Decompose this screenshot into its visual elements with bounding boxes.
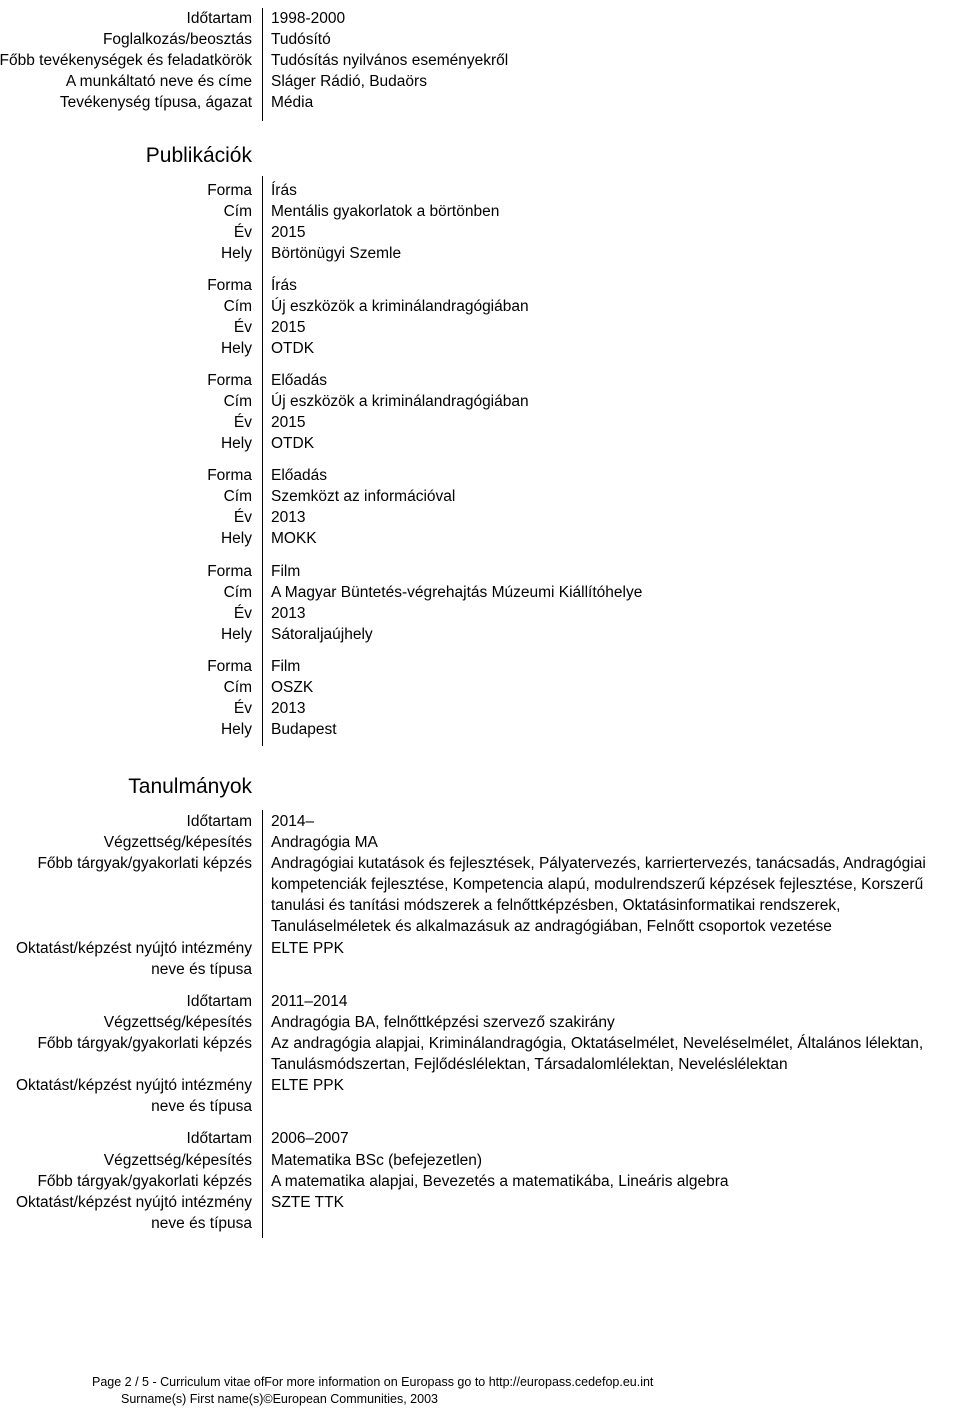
work-value: Tudósító — [271, 31, 331, 48]
cim-label: Cím — [223, 488, 252, 505]
ev-label: Év — [233, 509, 252, 526]
hely-value: Börtönügyi Szemle — [271, 245, 402, 262]
cim-label: Cím — [223, 298, 252, 315]
cim-value: A Magyar Büntetés-végrehajtás Múzeumi Kiállítóhelye — [271, 584, 643, 601]
work-value: Média — [271, 94, 314, 111]
forma-label: Forma — [207, 372, 252, 389]
targyak-label: Főbb tárgyak/gyakorlati képzés — [37, 1173, 252, 1190]
ev-value: 2015 — [271, 319, 306, 336]
hely-label: Hely — [220, 721, 252, 738]
ev-value: 2013 — [271, 700, 306, 717]
work-label: Tevékenység típusa, ágazat — [59, 94, 252, 111]
vegzettseg-label: Végzettség/képesítés — [103, 1014, 252, 1031]
vegzettseg-value: Andragógia BA, felnőttképzési szervező szakirány — [271, 1014, 615, 1031]
work-row-employer — [0, 71, 960, 92]
work-label: Főbb tevékenységek és feladatkörök — [0, 52, 252, 69]
forma-value: Film — [271, 658, 301, 675]
forma-label: Forma — [207, 277, 252, 294]
forma-label: Forma — [207, 467, 252, 484]
targyak-value: Az andragógia alapjai, Kriminálandragógia, Oktatáselmélet, Neveléselmélet, Általános lélektan, Tanulásmódszertan, Fejlődéslélektan, Társadalomlélektan, Neveléslélektan — [271, 1035, 924, 1073]
intezmeny-label-line2: neve és típusa — [151, 1215, 252, 1232]
hely-label: Hely — [220, 530, 252, 547]
intezmeny-label-line1: Oktatást/képzést nyújtó intézmény — [15, 940, 252, 957]
cim-label: Cím — [223, 393, 252, 410]
footer-line-1: Page 2 / 5 - Curriculum vitae ofFor more information on Europass go to http://europass.cedefop.eu.int — [92, 1375, 654, 1389]
vegzettseg-value: Andragógia MA — [271, 834, 378, 851]
ev-value: 2013 — [271, 509, 306, 526]
idotartam-value: 2014– — [271, 813, 315, 830]
cim-label: Cím — [223, 203, 252, 220]
cim-value: Mentális gyakorlatok a börtönben — [271, 203, 500, 220]
ev-label: Év — [233, 224, 252, 241]
cim-value: Új eszközök a kriminálandragógiában — [271, 393, 529, 410]
vegzettseg-label: Végzettség/képesítés — [103, 834, 252, 851]
targyak-value: A matematika alapjai, Bevezetés a matematikába, Lineáris algebra — [271, 1173, 729, 1190]
publications-title: Publikációk — [145, 144, 252, 167]
ev-label: Év — [233, 414, 252, 431]
forma-value: Film — [271, 563, 301, 580]
hely-label: Hely — [220, 435, 252, 452]
work-label: Foglalkozás/beosztás — [102, 31, 252, 48]
idotartam-value: 2011–2014 — [271, 993, 348, 1010]
work-value: Tudósítás nyilvános eseményekről — [271, 52, 509, 69]
ev-label: Év — [233, 605, 252, 622]
hely-label: Hely — [220, 245, 252, 262]
cim-label: Cím — [223, 584, 252, 601]
work-row-sector — [0, 92, 960, 113]
ev-value: 2015 — [271, 414, 306, 431]
idotartam-label: Időtartam — [186, 1130, 252, 1147]
targyak-label: Főbb tárgyak/gyakorlati képzés — [37, 1035, 252, 1052]
ev-value: 2013 — [271, 605, 306, 622]
work-row-activities — [0, 50, 960, 71]
forma-label: Forma — [207, 563, 252, 580]
work-label: Időtartam — [186, 10, 252, 27]
cim-value: Szemközt az információval — [271, 488, 456, 505]
work-label: A munkáltató neve és címe — [65, 73, 252, 90]
hely-value: OTDK — [271, 340, 315, 357]
intezmeny-value: ELTE PPK — [271, 940, 344, 957]
hely-label: Hely — [220, 626, 252, 643]
hely-value: Budapest — [271, 721, 337, 738]
cim-label: Cím — [223, 679, 252, 696]
hely-label: Hely — [220, 340, 252, 357]
forma-value: Írás — [271, 182, 297, 199]
work-value: Sláger Rádió, Budaörs — [271, 73, 427, 90]
forma-value: Előadás — [271, 467, 328, 484]
work-row-period — [0, 8, 960, 29]
forma-label: Forma — [207, 658, 252, 675]
hely-value: MOKK — [271, 530, 317, 547]
idotartam-label: Időtartam — [186, 993, 252, 1010]
ev-label: Év — [233, 319, 252, 336]
hely-value: Sátoraljaújhely — [271, 626, 373, 643]
work-row-position — [0, 29, 960, 50]
vegzettseg-value: Matematika BSc (befejezetlen) — [271, 1152, 483, 1169]
studies-title: Tanulmányok — [128, 775, 252, 798]
targyak-label: Főbb tárgyak/gyakorlati képzés — [37, 855, 252, 872]
forma-value: Előadás — [271, 372, 328, 389]
hely-value: OTDK — [271, 435, 315, 452]
ev-label: Év — [233, 700, 252, 717]
intezmeny-label-line1: Oktatást/képzést nyújtó intézmény — [15, 1077, 252, 1094]
cim-value: Új eszközök a kriminálandragógiában — [271, 298, 529, 315]
vegzettseg-label: Végzettség/képesítés — [103, 1152, 252, 1169]
idotartam-label: Időtartam — [186, 813, 252, 830]
intezmeny-label-line2: neve és típusa — [151, 1098, 252, 1115]
idotartam-value: 2006–2007 — [271, 1130, 349, 1147]
forma-value: Írás — [271, 277, 297, 294]
intezmeny-value: SZTE TTK — [271, 1194, 344, 1211]
targyak-value: Andragógiai kutatások és fejlesztések, Pályatervezés, karriertervezés, tanácsadás, Andragógiai kompetenciák fejlesztése, Kompetencia alapú, modulrendszerű képzések fejlesztése, Korszerű tanulási és tanítási módszerek a felnőttképzésben, Oktatásinformatikai rendszerek, Tanuláselméletek és alkalmazásuk az andragógiában, Felnőtt csoportok vezetése — [271, 855, 926, 935]
work-value: 1998-2000 — [271, 10, 346, 27]
footer-line-2: Surname(s) First name(s)©European Communities, 2003 — [121, 1392, 438, 1406]
intezmeny-value: ELTE PPK — [271, 1077, 344, 1094]
ev-value: 2015 — [271, 224, 306, 241]
cim-value: OSZK — [271, 679, 314, 696]
forma-label: Forma — [207, 182, 252, 199]
intezmeny-label-line1: Oktatást/képzést nyújtó intézmény — [15, 1194, 252, 1211]
intezmeny-label-line2: neve és típusa — [151, 961, 252, 978]
